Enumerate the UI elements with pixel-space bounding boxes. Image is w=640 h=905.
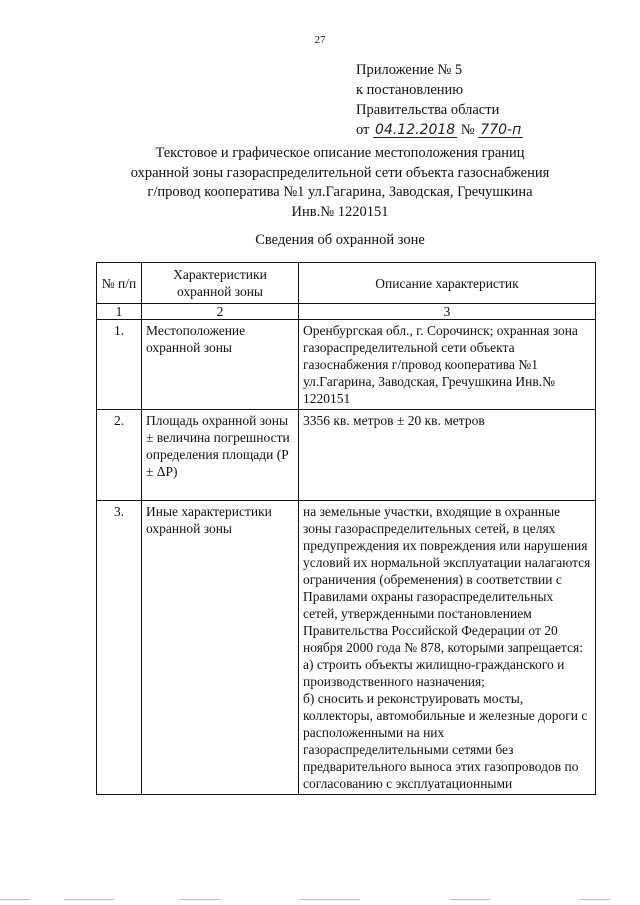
header-characteristic: Характеристики охранной зоны <box>142 263 299 304</box>
handwritten-date: 04.12.2018 <box>375 122 456 138</box>
row-characteristic: Местоположение охранной зоны <box>142 320 299 410</box>
row-description: на земельные участки, входящие в охранные зоны газораспределительных сетей, в целях предупреждения их повреждения или нарушения условий их нормальной эксплуатации налагаются ограничения (обременения) в соответствии с Правилами охраны газораспределительных сетей, утвержденными постановлением Правительства Российской Федерации от 20 ноября 2000 года № 878, которыми запрещается: а) строить объекты жилищно-гражданского и производственного назначения; б) сносить и реконструировать мосты, коллекторы, автомобильные и железные дороги с расположенными на них газораспределительными сетями без предварительного выноса этих газопроводов по согласованию с эксплуатационными <box>299 501 596 795</box>
table-row <box>97 410 596 501</box>
title-line-3: г/провод кооператива №1 ул.Гагарина, Заводская, Гречушкина <box>147 184 533 200</box>
scan-edge-marks <box>0 899 640 901</box>
row-characteristic: Иные характеристики охранной зоны <box>142 501 299 795</box>
page-number: 27 <box>314 34 326 46</box>
appendix-line-1: Приложение № 5 <box>356 62 463 78</box>
handwritten-number: 770-п <box>480 122 522 138</box>
appendix-line-3: Правительства области <box>356 102 500 118</box>
row-num: 3. <box>97 501 142 795</box>
column-number: 1 <box>97 304 142 320</box>
appendix-line-2: к постановлению <box>356 82 464 98</box>
row-characteristic: Площадь охранной зоны ± величина погрешности определения площади (Р ± ΔР) <box>142 410 299 501</box>
row-num: 1. <box>97 320 142 410</box>
section-subtitle: Сведения об охранной зоне <box>255 232 425 248</box>
title-line-2: охранной зоны газораспределительной сети объекта газоснабжения <box>130 164 550 181</box>
appendix-date-line <box>356 120 523 140</box>
table-header-row <box>97 263 596 304</box>
table-row <box>97 501 596 795</box>
row-description: 3356 кв. метров ± 20 кв. метров <box>299 410 596 501</box>
title-line-1: Текстовое и графическое описание местоположения границ <box>155 145 525 161</box>
row-description: Оренбургская обл., г. Сорочинск; охранная зона газораспределительной сети объекта газоснабжения г/провод кооператива №1 ул.Гагарина, Заводская, Гречушкина Инв.№ 1220151 <box>299 320 596 410</box>
column-number-row <box>97 304 596 320</box>
row-num: 2. <box>97 410 142 501</box>
protection-zone-table <box>96 262 596 795</box>
header-description: Описание характеристик <box>299 263 596 304</box>
column-number: 2 <box>142 304 299 320</box>
number-prefix: № <box>460 122 475 138</box>
date-prefix: от <box>356 122 370 138</box>
table-row <box>97 320 596 410</box>
column-number: 3 <box>299 304 596 320</box>
title-line-4: Инв.№ 1220151 <box>291 203 389 220</box>
document-title <box>100 144 580 222</box>
appendix-block <box>356 60 523 140</box>
header-num: № п/п <box>97 263 142 304</box>
